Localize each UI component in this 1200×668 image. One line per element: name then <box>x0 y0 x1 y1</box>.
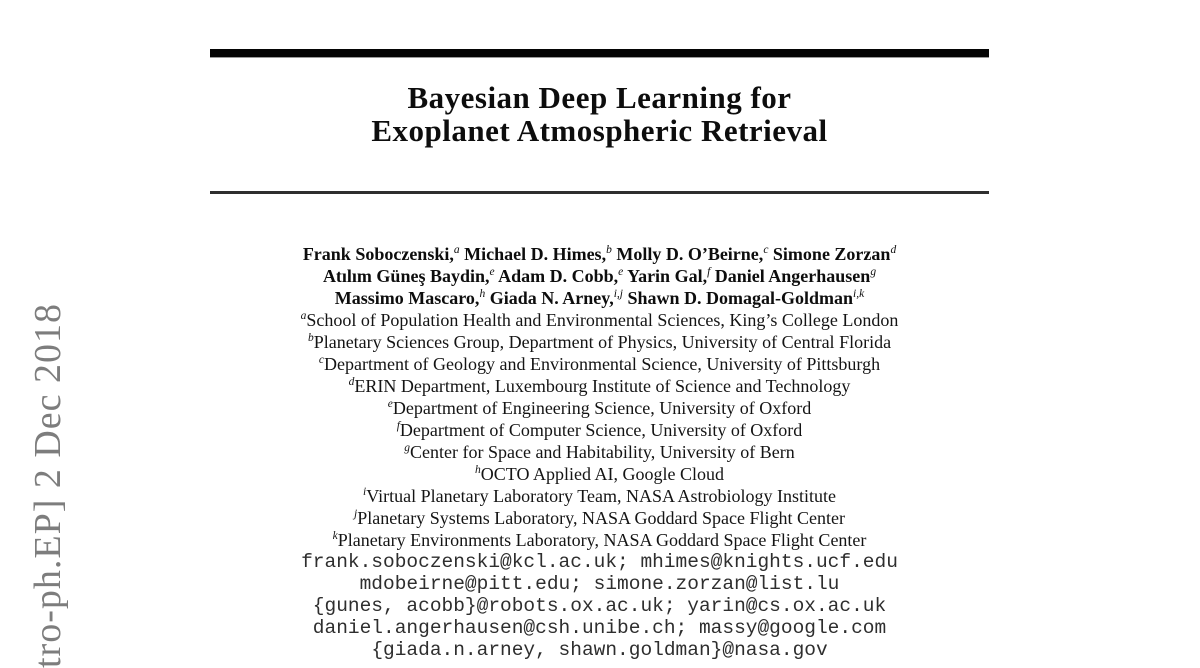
affiliation-line <box>210 441 989 463</box>
affiliation-text: Department of Computer Science, University of Oxford <box>399 420 803 440</box>
affiliation-text: OCTO Applied AI, Google Cloud <box>480 464 724 484</box>
affiliation-marker: b <box>307 332 314 344</box>
affiliation-marker: h <box>475 464 481 476</box>
top-rule <box>210 49 989 58</box>
affiliation-marker: f <box>396 420 400 432</box>
affiliation-line <box>210 463 989 485</box>
paper-title <box>210 81 989 147</box>
affiliation-marker: g <box>404 442 410 454</box>
author-name: Giada N. Arney, <box>485 288 614 308</box>
affiliation-text: Virtual Planetary Laboratory Team, NASA Astrobiology Institute <box>366 486 836 506</box>
paper-content-column <box>210 0 989 661</box>
author-lines <box>210 243 989 309</box>
affiliation-text: ERIN Department, Luxembourg Institute of Science and Technology <box>354 376 851 396</box>
affiliation-marker: i,k <box>853 288 865 300</box>
affiliation-marker: e <box>618 266 624 278</box>
email-lines <box>210 551 989 661</box>
affiliation-marker: h <box>479 288 486 300</box>
email-line: daniel.angerhausen@csh.unibe.ch; massy@google.com <box>312 617 887 639</box>
email-line: mdobeirne@pitt.edu; simone.zorzan@list.lu <box>359 573 840 595</box>
affiliation-marker: c <box>318 354 325 366</box>
affiliation-line <box>210 507 989 529</box>
affiliation-text: Department of Geology and Environmental Science, University of Pittsburgh <box>324 354 881 374</box>
author-name: Simone Zorzan <box>768 244 891 264</box>
affiliation-text: Planetary Systems Laboratory, NASA Goddard Space Flight Center <box>357 508 845 528</box>
author-line <box>210 287 989 309</box>
affiliation-marker: b <box>606 244 612 256</box>
affiliation-marker: i <box>363 486 367 498</box>
author-line <box>210 265 989 287</box>
email-line: {giada.n.arney, shawn.goldman}@nasa.gov <box>371 639 828 661</box>
author-line <box>210 243 989 265</box>
affiliation-line <box>210 353 989 375</box>
affiliation-marker: d <box>348 376 355 388</box>
email-line: {gunes, acobb}@robots.ox.ac.uk; yarin@cs.ox.ac.uk <box>312 595 887 617</box>
affiliation-line <box>210 485 989 507</box>
affiliation-marker: a <box>300 310 307 322</box>
affiliation-line <box>210 375 989 397</box>
affiliation-lines <box>210 309 989 551</box>
affiliation-line <box>210 419 989 441</box>
affiliation-marker: d <box>890 244 897 256</box>
author-name: Daniel Angerhausen <box>710 266 871 286</box>
author-name: Yarin Gal, <box>623 266 708 286</box>
author-name: Atılım Güneş Baydin, <box>322 266 490 286</box>
paper-title-line-1: Bayesian Deep Learning for <box>407 80 792 115</box>
author-name: Michael D. Himes, <box>459 244 607 264</box>
affiliation-text: Planetary Sciences Group, Department of Physics, University of Central Florida <box>313 332 892 352</box>
author-name: Massimo Mascaro, <box>334 288 480 308</box>
paper-title-line-2: Exoplanet Atmospheric Retrieval <box>371 113 828 148</box>
affiliation-line <box>210 331 989 353</box>
affiliation-marker: a <box>453 244 460 256</box>
affiliation-marker: i,j <box>613 288 623 300</box>
affiliation-marker: c <box>763 244 769 256</box>
affiliation-line <box>210 529 989 551</box>
author-name: Molly D. O’Beirne, <box>611 244 764 264</box>
title-rule <box>210 191 989 194</box>
byline-block <box>210 243 989 661</box>
affiliation-line <box>210 309 989 331</box>
affiliation-text: Planetary Environments Laboratory, NASA Goddard Space Flight Center <box>337 530 867 550</box>
affiliation-marker: k <box>332 530 338 542</box>
affiliation-marker: e <box>387 398 393 410</box>
affiliation-marker: j <box>354 508 358 520</box>
affiliation-marker: g <box>870 266 877 278</box>
arxiv-watermark: tro-ph.EP] 2 Dec 2018 <box>27 302 69 668</box>
affiliation-marker: e <box>489 266 495 278</box>
email-line: frank.soboczenski@kcl.ac.uk; mhimes@knights.ucf.edu <box>301 551 898 573</box>
author-name: Shawn D. Domagal-Goldman <box>622 288 854 308</box>
affiliation-marker: f <box>707 266 711 278</box>
affiliation-text: Center for Space and Habitability, University of Bern <box>410 442 795 462</box>
affiliation-text: School of Population Health and Environmental Sciences, King’s College London <box>306 310 899 330</box>
affiliation-text: Department of Engineering Science, University of Oxford <box>392 398 812 418</box>
affiliation-line <box>210 397 989 419</box>
author-name: Frank Soboczenski, <box>302 244 454 264</box>
author-name: Adam D. Cobb, <box>494 266 619 286</box>
